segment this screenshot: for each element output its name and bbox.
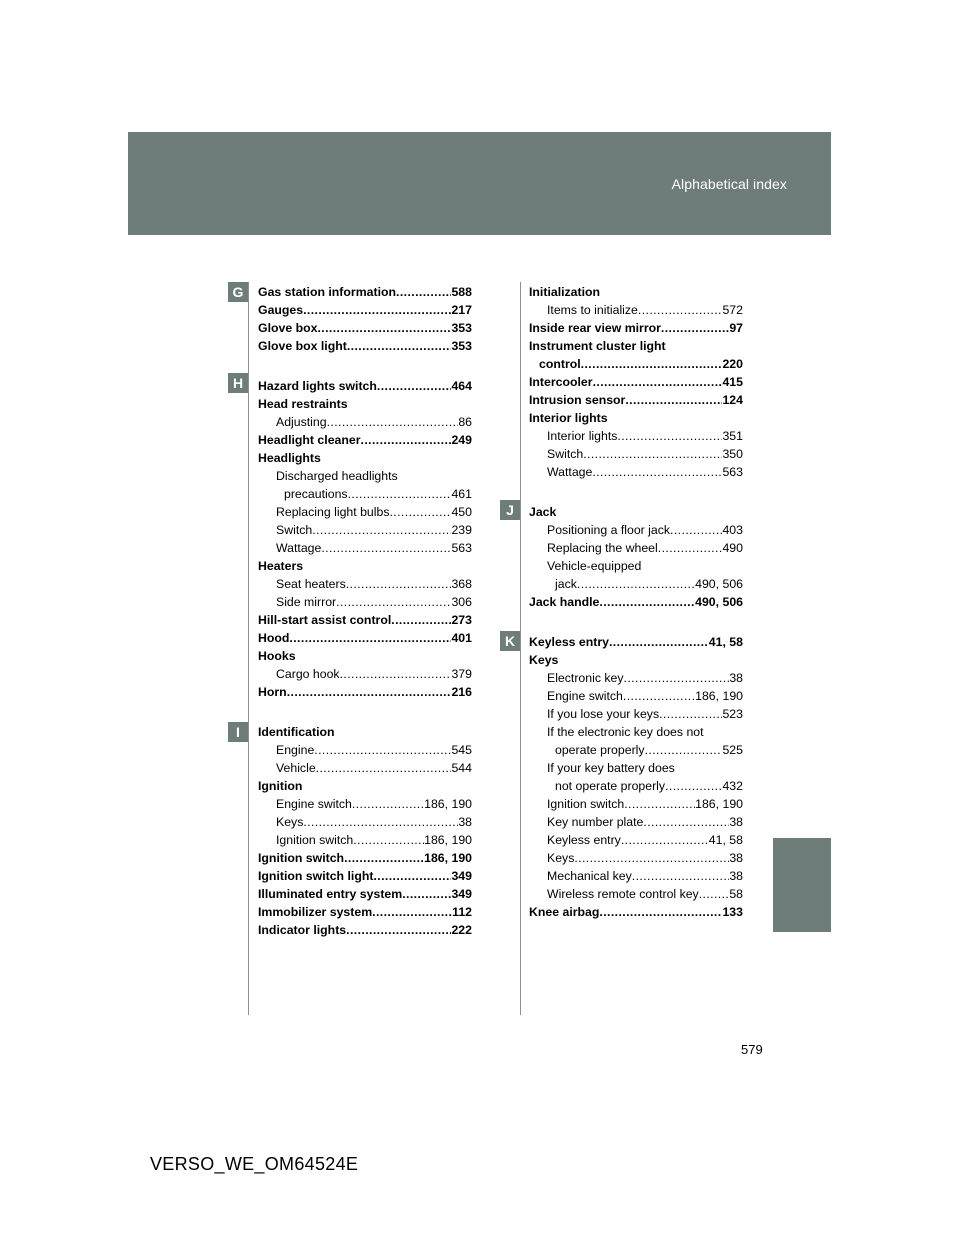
index-subentry[interactable]: Vehicle ..... 544 bbox=[258, 759, 472, 777]
index-subentry[interactable]: Items to initialize ..... 572 bbox=[529, 301, 743, 319]
index-subentry[interactable]: operate properly ..... 525 bbox=[529, 741, 743, 759]
index-subentry[interactable]: jack ..... 490, 506 bbox=[529, 575, 743, 593]
index-entry[interactable]: Indicator lights ..... 222 bbox=[258, 921, 472, 939]
index-subentry[interactable]: Positioning a floor jack ..... 403 bbox=[529, 521, 743, 539]
index-heading: Keys bbox=[529, 653, 559, 667]
index-entry[interactable]: Knee airbag ..... 133 bbox=[529, 903, 743, 921]
index-subentry[interactable]: Replacing the wheel ..... 490 bbox=[529, 539, 743, 557]
letter-badge-i: I bbox=[228, 722, 248, 742]
index-subentry[interactable]: Electronic key ..... 38 bbox=[529, 669, 743, 687]
index-entry[interactable]: Hazard lights switch ..... 464 bbox=[258, 377, 472, 395]
index-subentry[interactable]: Keys ..... 38 bbox=[529, 849, 743, 867]
index-entry[interactable]: Hill-start assist control ..... 273 bbox=[258, 611, 472, 629]
header-bar bbox=[128, 132, 831, 235]
index-entry[interactable]: Hood ..... 401 bbox=[258, 629, 472, 647]
letter-badge-k: K bbox=[500, 631, 520, 651]
letter-badge-h: H bbox=[228, 373, 248, 393]
index-subentry[interactable]: Interior lights ..... 351 bbox=[529, 427, 743, 445]
column-divider-middle bbox=[520, 282, 521, 1015]
index-entry[interactable]: Gas station information ..... 588 bbox=[258, 283, 472, 301]
index-entry[interactable]: Immobilizer system ..... 112 bbox=[258, 903, 472, 921]
index-subentry[interactable]: Switch ..... 350 bbox=[529, 445, 743, 463]
index-subheading: Vehicle-equipped bbox=[547, 559, 642, 573]
index-entry[interactable]: control ..... 220 bbox=[529, 355, 743, 373]
index-heading: Hooks bbox=[258, 649, 296, 663]
index-subentry[interactable]: Ignition switch ..... 186, 190 bbox=[529, 795, 743, 813]
index-subentry[interactable]: Replacing light bulbs ..... 450 bbox=[258, 503, 472, 521]
index-entry[interactable]: Jack handle ..... 490, 506 bbox=[529, 593, 743, 611]
index-heading: Instrument cluster light bbox=[529, 339, 666, 353]
page-number: 579 bbox=[741, 1042, 763, 1057]
index-entry[interactable]: Glove box ..... 353 bbox=[258, 319, 472, 337]
index-subentry[interactable]: If you lose your keys ..... 523 bbox=[529, 705, 743, 723]
index-entry[interactable]: Gauges ..... 217 bbox=[258, 301, 472, 319]
letter-badge-g: G bbox=[228, 282, 248, 302]
index-subentry[interactable]: precautions ..... 461 bbox=[258, 485, 472, 503]
index-subentry[interactable]: Side mirror ..... 306 bbox=[258, 593, 472, 611]
index-entry[interactable]: Intercooler ..... 415 bbox=[529, 373, 743, 391]
index-subentry[interactable]: Switch ..... 239 bbox=[258, 521, 472, 539]
index-subentry[interactable]: Cargo hook ..... 379 bbox=[258, 665, 472, 683]
index-subentry[interactable]: Seat heaters ..... 368 bbox=[258, 575, 472, 593]
index-heading: Jack bbox=[529, 505, 557, 519]
index-subentry[interactable]: Adjusting ..... 86 bbox=[258, 413, 472, 431]
index-subentry[interactable]: Wireless remote control key ..... 58 bbox=[529, 885, 743, 903]
document-code: VERSO_WE_OM64524E bbox=[150, 1154, 359, 1174]
index-subheading: If the electronic key does not bbox=[547, 725, 704, 739]
index-subentry[interactable]: Mechanical key ..... 38 bbox=[529, 867, 743, 885]
column-divider-left bbox=[248, 282, 249, 1015]
index-entry[interactable]: Headlight cleaner ..... 249 bbox=[258, 431, 472, 449]
index-entry[interactable]: Keyless entry ..... 41, 58 bbox=[529, 633, 743, 651]
index-subheading: If your key battery does bbox=[547, 761, 675, 775]
index-subentry[interactable]: Engine switch ..... 186, 190 bbox=[258, 795, 472, 813]
index-subentry[interactable]: Engine ..... 545 bbox=[258, 741, 472, 759]
index-subentry[interactable]: Key number plate ..... 38 bbox=[529, 813, 743, 831]
index-subheading: Discharged headlights bbox=[276, 469, 398, 483]
index-subentry[interactable]: Wattage ..... 563 bbox=[529, 463, 743, 481]
index-subentry[interactable]: Ignition switch ..... 186, 190 bbox=[258, 831, 472, 849]
index-entry[interactable]: Glove box light ..... 353 bbox=[258, 337, 472, 355]
side-tab-marker bbox=[773, 838, 831, 932]
index-entry[interactable]: Ignition switch ..... 186, 190 bbox=[258, 849, 472, 867]
index-entry[interactable]: Horn ..... 216 bbox=[258, 683, 472, 701]
index-heading: Identification bbox=[258, 725, 335, 739]
index-heading: Ignition bbox=[258, 779, 303, 793]
index-subentry[interactable]: Wattage ..... 563 bbox=[258, 539, 472, 557]
index-subentry[interactable]: Engine switch ..... 186, 190 bbox=[529, 687, 743, 705]
index-heading: Initialization bbox=[529, 285, 601, 299]
letter-badge-j: J bbox=[500, 500, 520, 520]
index-column-1 bbox=[258, 283, 472, 939]
index-subentry[interactable]: not operate properly ..... 432 bbox=[529, 777, 743, 795]
index-heading: Head restraints bbox=[258, 397, 348, 411]
section-title: Alphabetical index bbox=[671, 176, 787, 192]
index-heading: Interior lights bbox=[529, 411, 608, 425]
index-heading: Heaters bbox=[258, 559, 304, 573]
index-entry[interactable]: Illuminated entry system ..... 349 bbox=[258, 885, 472, 903]
index-subentry[interactable]: Keyless entry ..... 41, 58 bbox=[529, 831, 743, 849]
index-subentry[interactable]: Keys ..... 38 bbox=[258, 813, 472, 831]
index-entry[interactable]: Ignition switch light ..... 349 bbox=[258, 867, 472, 885]
index-entry[interactable]: Intrusion sensor ..... 124 bbox=[529, 391, 743, 409]
index-entry[interactable]: Inside rear view mirror ..... 97 bbox=[529, 319, 743, 337]
index-column-2 bbox=[529, 283, 743, 921]
index-heading: Headlights bbox=[258, 451, 321, 465]
